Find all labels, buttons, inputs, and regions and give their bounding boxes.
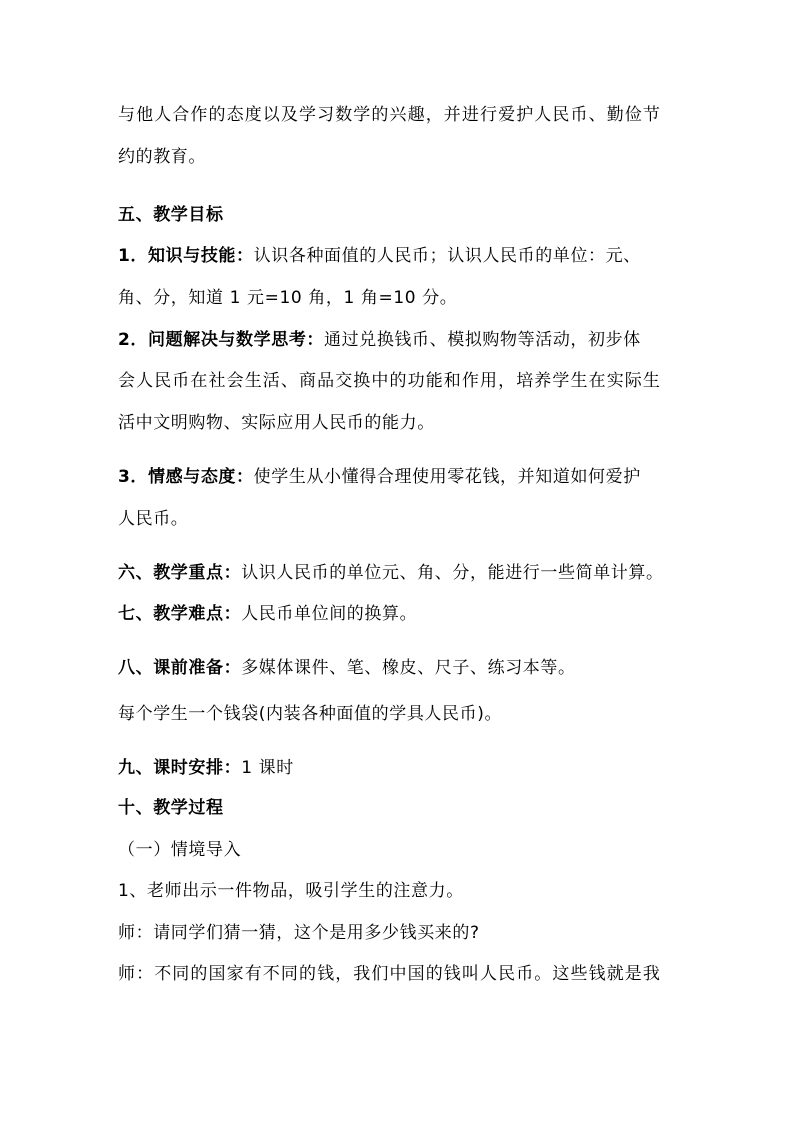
line-text: 与他人合作的态度以及学习数学的兴趣，并进行爱护人民币、勤俭节 bbox=[118, 105, 661, 125]
paragraph-line bbox=[118, 369, 678, 393]
line-text: 使学生从小懂得合理使用零花钱，并知道如何爱护 bbox=[253, 467, 641, 487]
line-text: 师：请同学们猜一猜，这个是用多少钱买来的? bbox=[118, 923, 480, 943]
section-label: 七、教学难点： bbox=[118, 604, 242, 624]
heading-text: 五、教学目标 bbox=[118, 205, 224, 225]
line-text: 会人民币在社会生活、商品交换中的功能和作用，培养学生在实际生 bbox=[118, 371, 661, 391]
line-text: （一）情境导入 bbox=[118, 840, 242, 860]
paragraph-line bbox=[118, 756, 678, 780]
line-text: 约的教育。 bbox=[118, 147, 206, 167]
section-label: 六、教学重点： bbox=[118, 563, 242, 583]
paragraph-line bbox=[118, 286, 678, 310]
paragraph-line bbox=[118, 879, 678, 903]
paragraph-line bbox=[118, 328, 678, 352]
paragraph-line bbox=[118, 962, 678, 986]
paragraph-line bbox=[118, 656, 678, 680]
line-text: 师：不同的国家有不同的钱，我们中国的钱叫人民币。这些钱就是我 bbox=[118, 964, 661, 984]
line-text: 活中文明购物、实际应用人民币的能力。 bbox=[118, 413, 435, 433]
paragraph-line bbox=[118, 921, 678, 945]
paragraph-line bbox=[118, 244, 678, 268]
item-label: 1．知识与技能： bbox=[118, 246, 254, 266]
paragraph-line bbox=[118, 702, 678, 726]
item-label: 2．问题解决与数学思考： bbox=[118, 330, 325, 350]
line-text: 人民币。 bbox=[118, 509, 189, 529]
line-text: 多媒体课件、笔、橡皮、尺子、练习本等。 bbox=[241, 658, 576, 678]
line-text: 人民币单位间的换算。 bbox=[241, 604, 418, 624]
section-heading bbox=[118, 796, 678, 820]
line-text: 认识各种面值的人民币；认识人民币的单位：元、 bbox=[253, 246, 641, 266]
line-text: 1、老师出示一件物品，吸引学生的注意力。 bbox=[118, 881, 464, 901]
paragraph-line bbox=[118, 602, 678, 626]
section-heading bbox=[118, 203, 678, 227]
section-label: 九、课时安排： bbox=[118, 758, 242, 778]
paragraph-line bbox=[118, 103, 678, 127]
line-text: 角、分，知道 1 元=10 角，1 角=10 分。 bbox=[118, 288, 458, 308]
paragraph-line bbox=[118, 411, 678, 435]
paragraph-line bbox=[118, 838, 678, 862]
line-text: 通过兑换钱币、模拟购物等活动，初步体 bbox=[324, 330, 641, 350]
line-text: 认识人民币的单位元、角、分，能进行一些简单计算。 bbox=[241, 563, 664, 583]
paragraph-line bbox=[118, 465, 678, 489]
paragraph-line bbox=[118, 561, 678, 585]
paragraph-line bbox=[118, 507, 678, 531]
line-text: 1 课时 bbox=[241, 758, 294, 778]
section-label: 八、课前准备： bbox=[118, 658, 242, 678]
heading-text: 十、教学过程 bbox=[118, 798, 224, 818]
item-label: 3．情感与态度： bbox=[118, 467, 254, 487]
paragraph-line bbox=[118, 145, 678, 169]
line-text: 每个学生一个钱袋(内装各种面值的学具人民币)。 bbox=[118, 704, 503, 724]
